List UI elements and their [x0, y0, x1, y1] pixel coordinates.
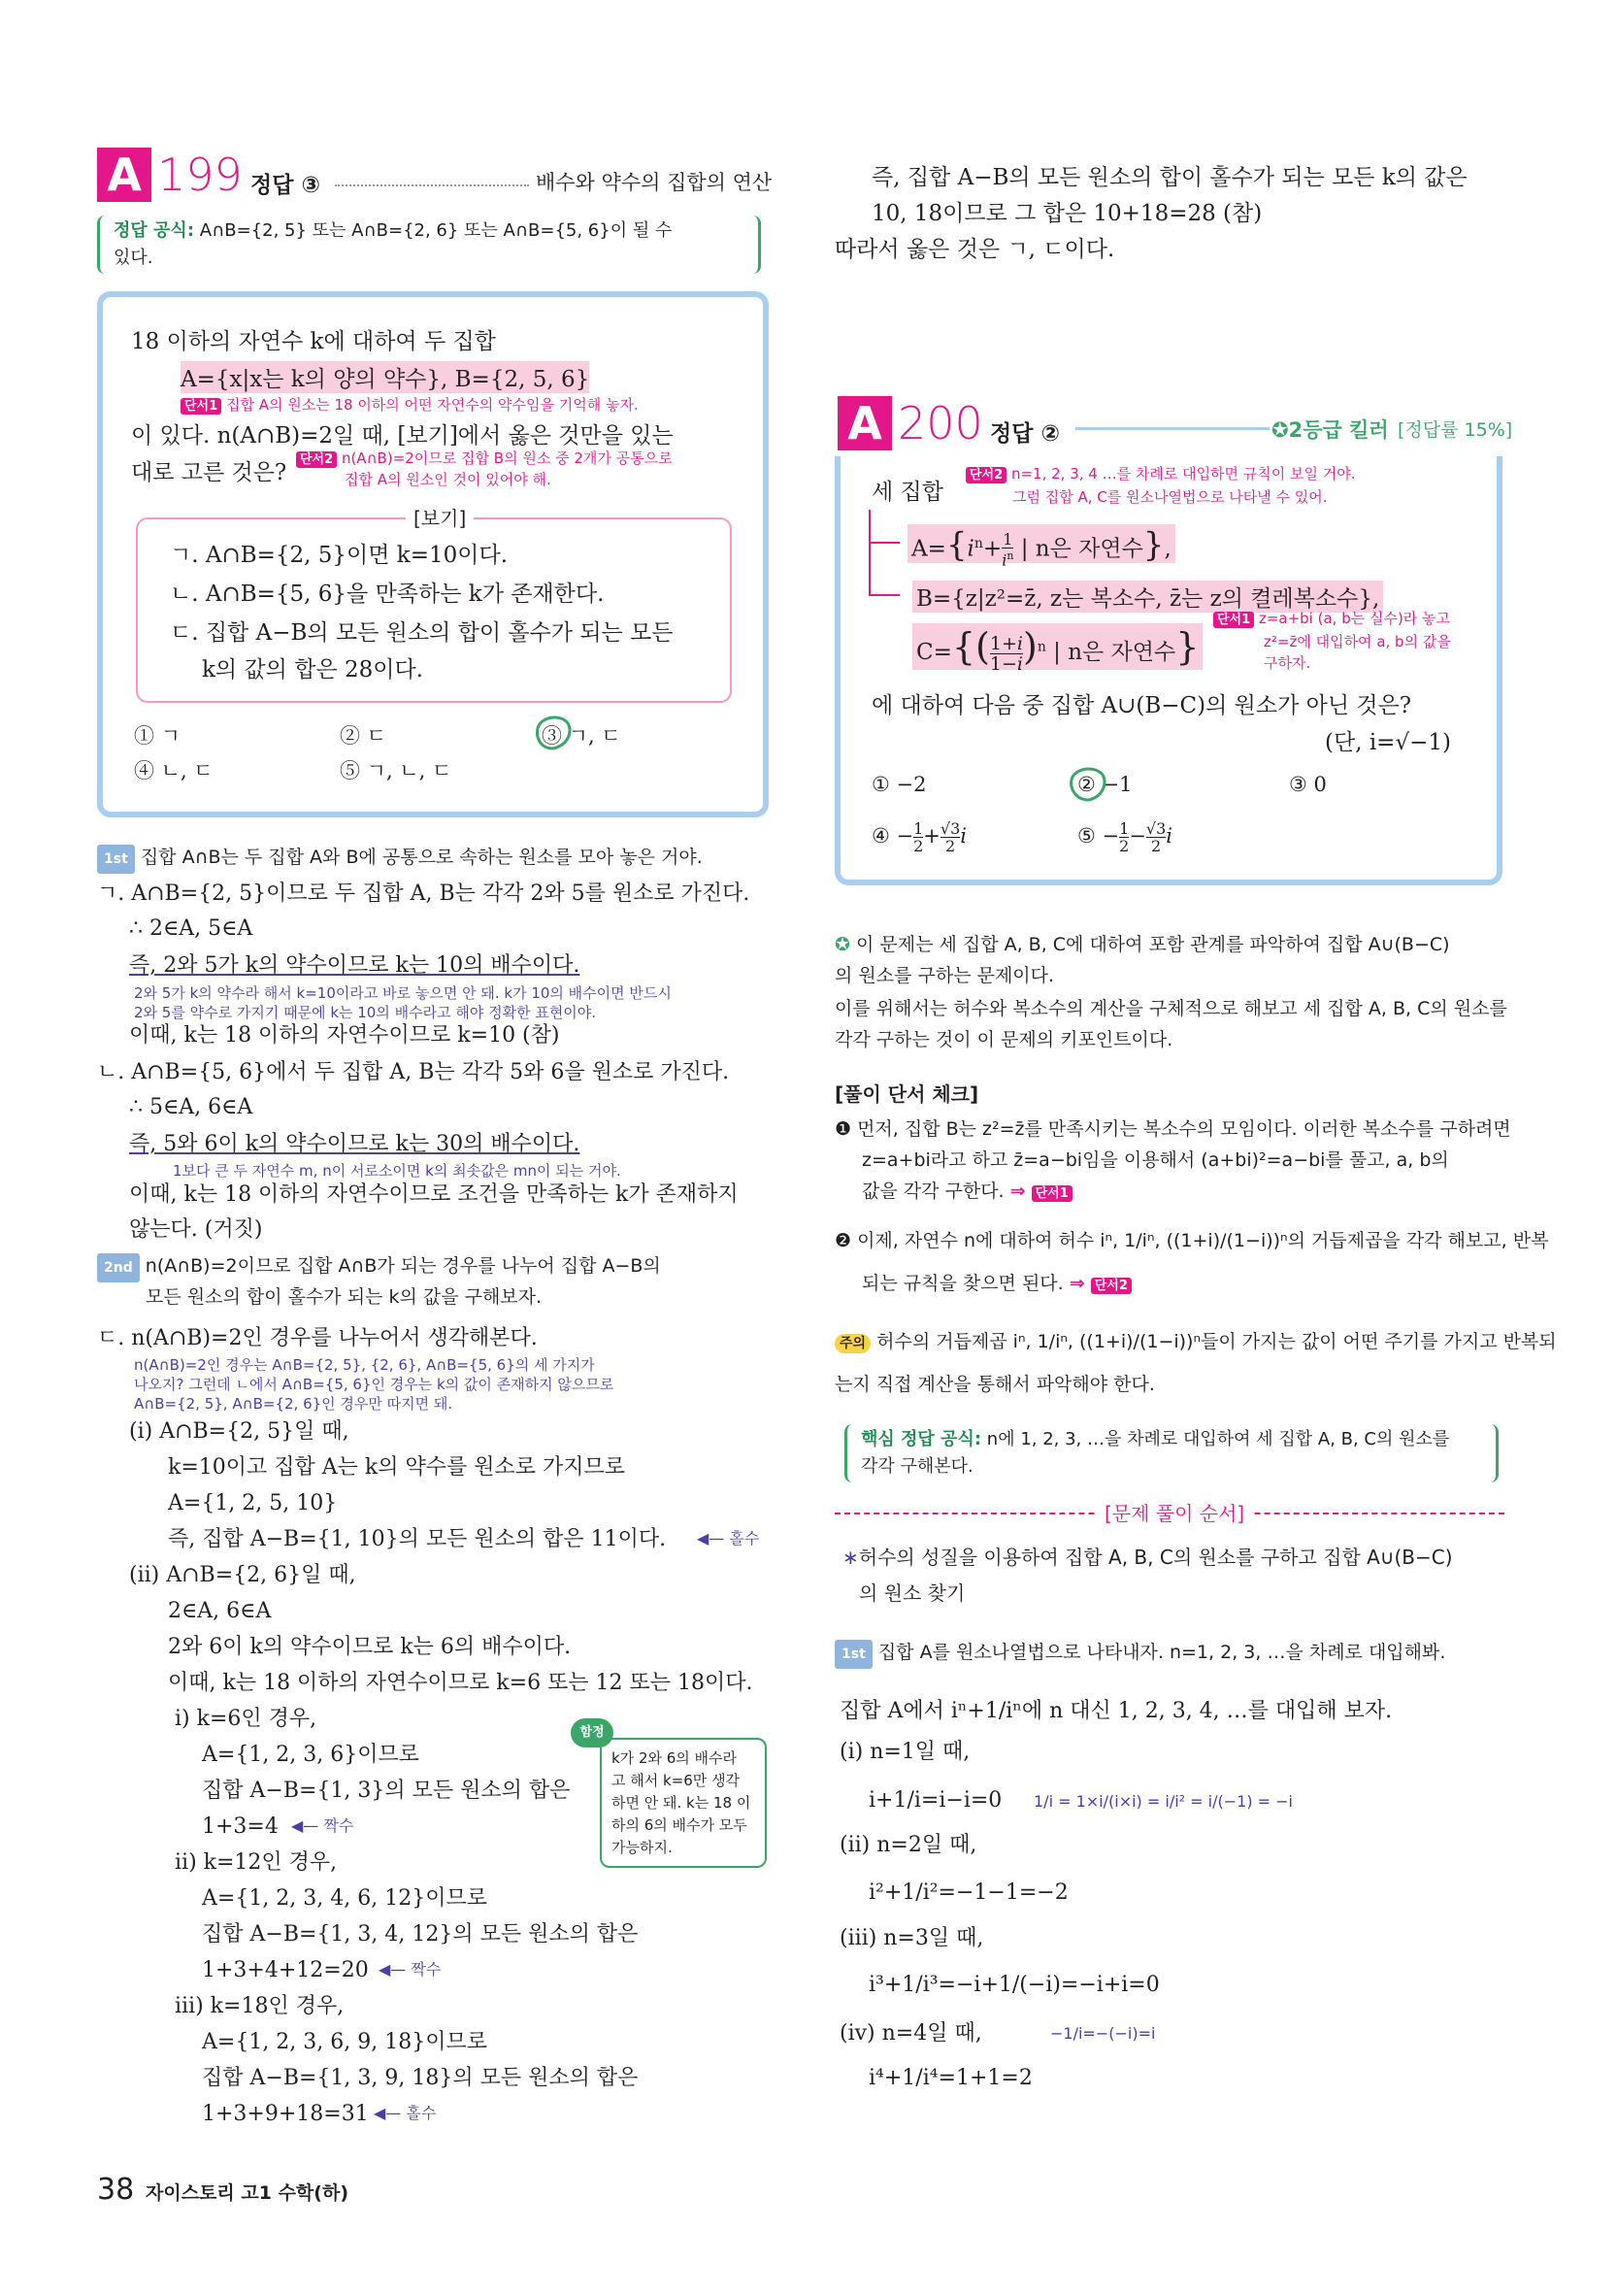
caution-tag: 주의: [835, 1334, 871, 1353]
side-note: A∩B={2, 5}, A∩B={2, 6}인 경우만 따지면 돼.: [134, 1395, 453, 1413]
solution-line: 즉, 2와 5가 k의 약수이므로 k는 10의 배수이다.: [129, 953, 580, 978]
hint-text: n=1, 2, 3, 4 …를 차례로 대입하면 규칙이 보일 거야.: [1010, 465, 1356, 482]
set-a: $A=\{i^n+$ $\frac{1}{i^n}$ | n은 자연수},: [908, 524, 1175, 563]
choice-1[interactable]: ① ㄱ: [134, 724, 181, 748]
solution-line: ㄴ. A∩B={5, 6}에서 두 집합 A, B는 각각 5와 6을 원소로 가진다.: [97, 1060, 730, 1084]
problem-number: 200: [898, 397, 983, 449]
check-text: 이제, 자연수 n에 대하여 허수 iⁿ, 1/iⁿ, ((1+i)/(1−i))ⁿ의 거듭제곱을 각각 해보고, 반복: [857, 1230, 1549, 1251]
continued-line: 10, 18이므로 그 합은 10+18=28 (참): [872, 201, 1263, 226]
work-note: −1/i=−(−i)=i: [1050, 2024, 1156, 2043]
set-c-prefix: C=: [916, 640, 952, 665]
solution-line: ∴ 2∈A, 5∈A: [129, 916, 253, 941]
choice-4-label: ④: [872, 824, 890, 848]
work-line: (ⅳ) n=4일 때,: [840, 2021, 982, 2046]
problem-number: 199: [157, 149, 243, 201]
check-text-end: 값을 각각 구한다.: [862, 1181, 1005, 1202]
hint-text: z=a+bi (a, b는 실수)라 놓고: [1258, 610, 1451, 627]
bracket-line: [869, 594, 900, 596]
subcase-line: 1+3+4+12=20: [202, 1958, 369, 1982]
choice-4[interactable]: ④ ㄴ, ㄷ: [134, 759, 214, 782]
check-text: z=a+bi라고 하고 z̄=a−bi임을 이용해서 (a+bi)²=a−bi를 풀고, a, b의: [862, 1149, 1449, 1171]
step-text: 집합 A를 원소나열법으로 나타내자. n=1, 2, 3, …을 차례로 대입해봐.: [877, 1642, 1446, 1663]
case-line: (ⅰ) A∩B={2, 5}일 때,: [129, 1419, 349, 1444]
work-line: 집합 A에서 iⁿ+1/iⁿ에 n 대신 1, 2, 3, 4, …를 대입해 보자.: [840, 1699, 1393, 1723]
trap-line: 가능하지.: [611, 1839, 673, 1856]
subcase-line: 1+3=4: [202, 1814, 279, 1839]
even-label: ◀— 짝수: [379, 1960, 442, 1979]
case-line: k=10이고 집합 A는 k의 약수를 원소로 가지므로: [168, 1455, 625, 1480]
trap-tag: 함정: [571, 1718, 613, 1747]
page-number: 38: [97, 2173, 135, 2207]
bogi-item: ㄷ. 집합 A−B의 모든 원소의 합이 홀수가 되는 모든: [170, 620, 674, 646]
bracket-line: [869, 510, 871, 595]
book-title: 자이스토리 고1 수학(하): [146, 2182, 349, 2204]
set-a-cond: n은 자연수: [1035, 536, 1143, 562]
formula-text: A∩B={2, 5} 또는 A∩B={2, 6} 또는 A∩B={5, 6}이 될 수: [199, 220, 673, 241]
bogi-title: [보기]: [406, 503, 474, 531]
formula-text-2: 있다.: [114, 248, 153, 268]
choice-2[interactable]: ② ㄷ: [340, 724, 386, 748]
explanation: [835, 931, 1450, 958]
case-line: 이때, k는 18 이하의 자연수이므로 k=6 또는 12 또는 18이다.: [168, 1671, 753, 1695]
formula-box: [97, 216, 761, 274]
bogi-item: k의 값의 합은 28이다.: [202, 657, 423, 682]
hint-text: 구하자.: [1264, 654, 1311, 672]
continued-line: 따라서 옳은 것은 ㄱ, ㄷ이다.: [835, 237, 1115, 262]
key-formula-box: [844, 1424, 1499, 1482]
bogi-item: ㄱ. A∩B={2, 5}이면 k=10이다.: [170, 543, 509, 568]
explanation-text: 이를 위해서는 허수와 복소수의 계산을 구체적으로 해보고 세 집합 A, B, C의 원소를: [835, 998, 1507, 1019]
set-b: B={z|z²=z̄, z는 복소수, z̄는 z의 켤레복소수},: [912, 581, 1383, 613]
solution-line: 않는다. (거짓): [129, 1217, 263, 1242]
explanation-text: 의 원소를 구하는 문제이다.: [835, 965, 1055, 986]
choice-5-label: ⑤: [1077, 824, 1096, 848]
answer-circle-icon: [1068, 763, 1108, 804]
case-line: A={1, 2, 5, 10}: [168, 1491, 338, 1515]
odd-text: 홀수: [729, 1529, 760, 1547]
check-text: 먼저, 집합 B는 z²=z̄를 만족시키는 복소수의 모임이다. 이러한 복소수를 구하려면: [857, 1118, 1511, 1140]
question-line: 대로 고른 것은?: [131, 460, 287, 485]
set-a-prefix: A=: [911, 536, 946, 562]
question-condition: (단, i=√−1): [1325, 730, 1451, 755]
solution-line: ∴ 5∈A, 6∈A: [129, 1095, 253, 1119]
caution-text: 허수의 거듭제곱 iⁿ, 1/iⁿ, ((1+i)/(1−i))ⁿ들이 가지는 값이 어떤 주기를 가지고 반복되: [876, 1331, 1557, 1352]
solution-line: 이때, k는 18 이하의 자연수이므로 k=10 (참): [129, 1023, 560, 1048]
question-set: A={x|x는 k의 양의 약수}, B={2, 5, 6}: [181, 361, 589, 393]
step-text: 집합 A∩B는 두 집합 A와 B에 공통으로 속하는 원소를 모아 놓은 거야.: [140, 847, 703, 868]
even-text: 짝수: [323, 1816, 354, 1835]
star-icon: ✪: [835, 934, 850, 955]
subcase-line: A={1, 2, 3, 6, 9, 18}이므로: [202, 2030, 487, 2054]
even-label: ◀— 짝수: [291, 1816, 354, 1835]
question-intro: 세 집합: [872, 480, 943, 505]
subcase-line: 집합 A−B={1, 3}의 모든 원소의 합은: [202, 1779, 571, 1803]
hint-text: 그럼 집합 A, C를 원소나열법으로 나타낼 수 있어.: [1012, 488, 1328, 506]
work-line: i³+1/i³=−i+1/(−i)=−i+i=0: [869, 1973, 1160, 1997]
choice-3[interactable]: ③ ㄱ, ㄷ: [542, 724, 621, 748]
check-text: [862, 1270, 1132, 1300]
step-1st: [97, 844, 703, 874]
key-text: n에 1, 2, 3, …을 차례로 대입하여 세 집합 A, B, C의 원소를: [986, 1429, 1450, 1449]
step-tag: 1st: [835, 1640, 873, 1669]
subcase-line: 집합 A−B={1, 3, 4, 12}의 모든 원소의 합은: [202, 1922, 639, 1947]
work-note: 1/i = 1×i/(i×i) = i/i² = i/(−1) = −i: [1034, 1792, 1293, 1811]
choice-2[interactable]: ② −1: [1077, 773, 1133, 796]
work-line: i+1/i=i−i=0: [869, 1788, 1003, 1813]
subcase-line: A={1, 2, 3, 4, 6, 12}이므로: [202, 1886, 487, 1911]
subcase-line: ⅲ) k=18인 경우,: [175, 1994, 345, 2018]
arrow-icon: ⇒: [1009, 1181, 1026, 1202]
hint-1: [1213, 608, 1451, 674]
key-lead: 핵심 정답 공식:: [861, 1429, 982, 1449]
work-line: i⁴+1/i⁴=1+1=2: [869, 2066, 1033, 2090]
choice-5[interactable]: ⑤ ㄱ, ㄴ, ㄷ: [340, 759, 452, 782]
hint-tag: 단서1: [1213, 612, 1254, 628]
answer-label: 정답 ②: [990, 421, 1060, 447]
hint-text: n(A∩B)=2이므로 집합 B의 원소 중 2개가 공통으로: [341, 449, 673, 467]
hint-text: 집합 A의 원소는 18 이하의 어떤 자연수의 약수임을 기억해 놓자.: [225, 396, 639, 414]
hint-tag: 단서2: [1091, 1278, 1132, 1294]
hint-tag: 단서2: [296, 451, 337, 468]
problem-badge: A: [838, 396, 892, 450]
work-line: i²+1/i²=−1−1=−2: [869, 1880, 1069, 1905]
odd-label: ◀— 홀수: [697, 1529, 760, 1547]
answer-label: 정답 ③: [250, 173, 320, 198]
continued-line: 즉, 집합 A−B의 모든 원소의 합이 홀수가 되는 모든 k의 값은: [872, 165, 1468, 190]
hint-2: [296, 449, 673, 489]
hint-2: [966, 463, 1356, 508]
subcase-line: ⅱ) k=12인 경우,: [175, 1850, 338, 1875]
trap-line: 하면 안 돼. k는 18 이: [611, 1794, 751, 1812]
subcase-line: A={1, 2, 3, 6}이므로: [202, 1743, 420, 1767]
key-text-2: 각각 구해본다.: [861, 1456, 974, 1477]
side-note: 2와 5를 약수로 가지기 때문에 k는 10의 배수라고 해야 정확한 표현이야.: [134, 1004, 597, 1021]
bracket-line: [869, 542, 900, 544]
trap-line: 하의 6의 배수가 모두: [611, 1816, 747, 1834]
check-title: [풀이 단서 체크]: [835, 1082, 979, 1106]
solution-line: 이때, k는 18 이하의 자연수이므로 조건을 만족하는 k가 존재하지: [129, 1182, 739, 1207]
side-note: 2와 5가 k의 약수라 해서 k=10이라고 바로 놓으면 안 돼. k가 10의 배수이면 반드시: [134, 984, 672, 1002]
check-text-end: 되는 규칙을 찾으면 된다.: [862, 1273, 1064, 1294]
grade-label: ✪2등급 킬러: [1271, 418, 1389, 442]
header-rule: [1075, 427, 1270, 430]
odd-label: ◀— 홀수: [374, 2104, 437, 2122]
case-line: (ⅱ) A∩B={2, 6}일 때,: [129, 1563, 356, 1587]
order-text: 허수의 성질을 이용하여 집합 A, B, C의 원소를 구하고 집합 A∪(B−C): [858, 1546, 1453, 1569]
side-note: 나오지? 그런데 ㄴ에서 A∩B={5, 6}인 경우는 k의 값이 존재하지 않으므로: [134, 1376, 614, 1393]
hint-tag: 단서1: [181, 398, 221, 415]
choice-5[interactable]: ⑤ − $\frac{1}{2}$ − $\frac{√3}{2}$ i: [1077, 819, 1172, 855]
hint-1: [181, 394, 639, 415]
work-line: (ⅲ) n=3일 때,: [840, 1926, 984, 1950]
asterisk-icon: ∗: [842, 1546, 859, 1569]
step-text-2: 모든 원소의 합이 홀수가 되는 k의 값을 구해보자.: [146, 1286, 543, 1308]
work-line: (ⅰ) n=1일 때,: [840, 1740, 971, 1764]
problem-badge: A: [97, 148, 151, 202]
set-c-cond: n은 자연수: [1068, 640, 1176, 665]
caution: [835, 1328, 1557, 1357]
subcase-line: ⅰ) k=6인 경우,: [175, 1707, 317, 1731]
hint-tag: 단서1: [1032, 1185, 1072, 1202]
choice-4[interactable]: ④ − $\frac{1}{2}$ + $\frac{√3}{2}$ i: [872, 819, 967, 855]
check-text: [862, 1178, 1072, 1208]
case-line: 즉, 집합 A−B={1, 10}의 모든 원소의 합은 11이다.: [168, 1527, 667, 1551]
step-text: n(A∩B)=2이므로 집합 A∩B가 되는 경우를 나누어 집합 A−B의: [145, 1255, 661, 1277]
dotted-leader: [335, 184, 529, 186]
order-title: [문제 풀이 순서]: [1097, 1498, 1252, 1526]
solution-line: 즉, 5와 6이 k의 약수이므로 k는 30의 배수이다.: [129, 1132, 580, 1156]
side-note: 1보다 큰 두 자연수 m, n이 서로소이면 k의 최솟값은 mn이 되는 거야.: [173, 1162, 621, 1180]
hint-text: z²=z̄에 대입하여 a, b의 값을: [1264, 633, 1451, 650]
explanation-text: 이 문제는 세 집합 A, B, C에 대하여 포함 관계를 파악하여 집합 A∪(B−C): [855, 934, 1450, 955]
hint-tag: 단서2: [966, 467, 1006, 483]
choice-3[interactable]: ③ 0: [1289, 773, 1327, 796]
trap-text: [611, 1747, 750, 1859]
case-line: 2와 6이 k의 약수이므로 k는 6의 배수이다.: [168, 1635, 572, 1659]
subcase-line: 1+3+9+18=31: [202, 2102, 369, 2126]
explanation-text: 각각 구하는 것이 이 문제의 키포인트이다.: [835, 1029, 1173, 1050]
work-line: (ⅱ) n=2일 때,: [840, 1833, 977, 1857]
case-line: 2∈A, 6∈A: [168, 1599, 272, 1623]
set-c: C={( $\frac{1+i}{1-i}$ )$^n$ | n은 자연수}: [912, 623, 1203, 670]
order-text: 의 원소 찾기: [859, 1581, 966, 1605]
bogi-item: ㄴ. A∩B={5, 6}을 만족하는 k가 존재한다.: [170, 582, 605, 607]
question-line: 에 대하여 다음 중 집합 A∪(B−C)의 원소가 아닌 것은?: [872, 693, 1412, 718]
check-item-2: ❷ 이제, 자연수 n에 대하여 허수 iⁿ, 1/iⁿ, ((1+i)/(1−i))ⁿ의 거듭제곱을 각각 해보고, 반복: [835, 1230, 1549, 1251]
odd-text: 홀수: [406, 2104, 437, 2122]
subcase-line: 집합 A−B={1, 3, 9, 18}의 모든 원소의 합은: [202, 2066, 639, 2090]
even-text: 짝수: [411, 1960, 442, 1979]
check-item-1: ❶ 먼저, 집합 B는 z²=z̄를 만족시키는 복소수의 모임이다. 이러한 복소수를 구하려면: [835, 1118, 1511, 1140]
formula-lead: 정답 공식:: [114, 220, 195, 241]
accuracy-rate: [정답률 15%]: [1398, 419, 1513, 441]
problem-topic: 배수와 약수의 집합의 연산: [536, 171, 773, 194]
arrow-icon: ⇒: [1069, 1273, 1085, 1294]
trap-line: k가 2와 6의 배수라: [611, 1749, 738, 1767]
trap-line: 고 해서 k=6만 생각: [611, 1772, 741, 1789]
question-line: 18 이하의 자연수 k에 대하여 두 집합: [131, 329, 496, 354]
hint-text: 집합 A의 원소인 것이 있어야 해.: [345, 471, 551, 488]
choice-1[interactable]: ① −2: [872, 773, 927, 796]
step-tag: 1st: [97, 845, 135, 874]
answer-circle-icon: [534, 712, 573, 752]
side-note: n(A∩B)=2인 경우는 A∩B={2, 5}, {2, 6}, A∩B={5, 6}의 세 가지가: [134, 1356, 595, 1374]
order-item: [842, 1544, 1453, 1571]
question-line: 이 있다. n(A∩B)=2일 때, [보기]에서 옳은 것만을 있는: [131, 423, 674, 449]
step-2nd: [97, 1252, 661, 1282]
step-tag: 2nd: [97, 1253, 140, 1282]
solution-line: ㄱ. A∩B={2, 5}이므로 두 집합 A, B는 각각 2와 5를 원소로 가진다.: [97, 882, 750, 906]
solution-line: ㄷ. n(A∩B)=2인 경우를 나누어서 생각해본다.: [97, 1326, 538, 1350]
step-1st: [835, 1639, 1445, 1669]
caution-text: 는지 직접 계산을 통해서 파악해야 한다.: [835, 1374, 1155, 1395]
